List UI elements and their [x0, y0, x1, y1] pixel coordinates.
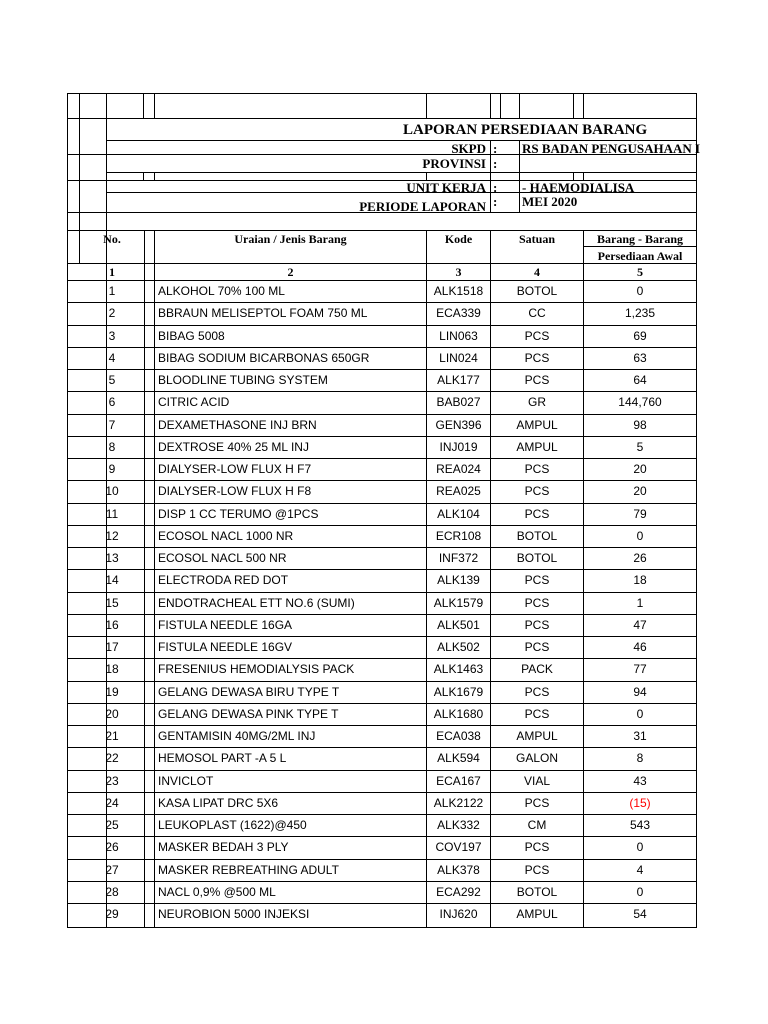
row-kode: INF372 [438, 551, 479, 565]
row-kode: ALK139 [437, 573, 480, 588]
row-no: 9 [108, 462, 116, 476]
row-item-name: GENTAMISIN 40MG/2ML INJ [158, 729, 316, 743]
row-satuan: PCS [524, 573, 550, 588]
row-no: 23 [105, 773, 119, 788]
row-item-name: NEUROBION 5000 INJEKSI [158, 907, 310, 921]
provinsi-colon: : [493, 156, 498, 171]
skpd-colon: : [493, 141, 498, 156]
col-header-uraian: Uraian / Jenis Barang [234, 232, 347, 246]
row-divider [67, 836, 697, 837]
row-no: 17 [105, 640, 119, 654]
row-satuan: AMPUL [516, 439, 558, 454]
skpd-value: RS BADAN PENGUSAHAAN I [522, 141, 701, 156]
skpd-label: SKPD [451, 141, 486, 156]
row-divider [67, 814, 697, 815]
row-kode: ALK1679 [433, 684, 484, 699]
row-persediaan-awal: (15) [629, 795, 651, 810]
row-satuan: GALON [515, 751, 558, 766]
row-no: 8 [108, 439, 116, 454]
row-satuan: PCS [524, 484, 550, 499]
row-kode: ALK378 [437, 862, 480, 877]
row-no: 29 [105, 907, 119, 921]
row-divider [67, 770, 697, 771]
row-kode: ECA038 [436, 729, 481, 743]
row-item-name: BIBAG SODIUM BICARBONAS 650GR [158, 350, 370, 365]
row-persediaan-awal: 47 [633, 617, 647, 632]
row-item-name: BIBAG 5008 [158, 328, 225, 343]
row-item-name: BLOODLINE TUBING SYSTEM [158, 373, 328, 387]
row-item-name: INVICLOT [158, 773, 214, 788]
row-persediaan-awal: 0 [636, 528, 644, 543]
row-satuan: PCS [524, 795, 550, 810]
row-no: 25 [105, 818, 119, 832]
col-number-5: 5 [637, 265, 643, 279]
row-persediaan-awal: 31 [633, 729, 647, 743]
row-persediaan-awal: 20 [633, 462, 647, 476]
periode-value: MEI 2020 [522, 194, 578, 209]
periode-colon: : [493, 194, 498, 209]
row-no: 22 [105, 751, 119, 766]
row-satuan: BOTOL [516, 528, 558, 543]
row-satuan: AMPUL [516, 417, 558, 432]
row-satuan: PCS [524, 862, 550, 877]
row-kode: ECA167 [436, 773, 481, 788]
row-kode: ALK177 [437, 373, 480, 387]
col-header-kode: Kode [444, 232, 473, 246]
row-kode: REA025 [436, 484, 481, 499]
row-item-name: KASA LIPAT DRC 5X6 [158, 795, 279, 810]
row-satuan: VIAL [523, 773, 550, 788]
row-kode: ALK104 [437, 506, 480, 521]
unit-kerja-label: UNIT KERJA [406, 180, 486, 195]
row-divider [67, 414, 697, 415]
row-satuan: AMPUL [516, 907, 558, 921]
periode-label: PERIODE LAPORAN [359, 199, 486, 214]
row-kode: INJ620 [439, 907, 478, 921]
row-kode: ALK502 [437, 640, 480, 654]
row-no: 3 [108, 328, 116, 343]
row-satuan: BOTOL [516, 284, 558, 298]
row-persediaan-awal: 43 [633, 773, 647, 788]
row-satuan: PCS [524, 350, 550, 365]
row-item-name: DIALYSER-LOW FLUX H F7 [158, 462, 312, 476]
row-kode: ALK1680 [433, 706, 484, 721]
row-item-name: HEMOSOL PART -A 5 L [158, 751, 287, 766]
row-satuan: PCS [524, 373, 550, 387]
col-header-barang: Barang - Barang [596, 232, 683, 246]
row-persediaan-awal: 94 [633, 684, 647, 699]
row-persediaan-awal: 0 [636, 840, 644, 855]
row-no: 14 [105, 573, 119, 588]
col-number-4: 4 [534, 265, 540, 279]
row-no: 16 [105, 617, 119, 632]
row-persediaan-awal: 46 [633, 640, 647, 654]
row-item-name: ALKOHOL 70% 100 ML [158, 284, 285, 298]
row-satuan: PCS [524, 684, 550, 699]
row-satuan: AMPUL [516, 729, 558, 743]
row-item-name: FISTULA NEEDLE 16GV [158, 640, 293, 654]
col-header-persediaan-awal: Persediaan Awal [597, 249, 683, 263]
row-item-name: ECOSOL NACL 500 NR [158, 551, 287, 565]
row-divider [67, 391, 697, 392]
row-satuan: PCS [524, 506, 550, 521]
row-kode: ALK1463 [433, 662, 484, 677]
row-no: 6 [108, 395, 116, 410]
row-no: 27 [105, 862, 119, 877]
row-persediaan-awal: 79 [633, 506, 647, 521]
row-divider [67, 369, 697, 370]
row-no: 13 [105, 551, 119, 565]
row-item-name: CITRIC ACID [158, 395, 230, 410]
row-persediaan-awal: 0 [636, 284, 644, 298]
row-persediaan-awal: 54 [633, 907, 647, 921]
row-item-name: ELECTRODA RED DOT [158, 573, 289, 588]
col-header-satuan: Satuan [518, 232, 556, 246]
row-persediaan-awal: 144,760 [618, 395, 662, 410]
col-header-no: No. [103, 232, 121, 246]
row-item-name: GELANG DEWASA BIRU TYPE T [158, 684, 340, 699]
row-kode: GEN396 [435, 417, 482, 432]
row-satuan: PCS [524, 840, 550, 855]
row-item-name: MASKER REBREATHING ADULT [158, 862, 339, 877]
row-divider [67, 480, 697, 481]
row-persediaan-awal: 63 [633, 350, 647, 365]
row-persediaan-awal: 18 [633, 573, 647, 588]
row-persediaan-awal: 0 [636, 884, 644, 899]
row-persediaan-awal: 1 [636, 595, 644, 610]
row-kode: LIN063 [439, 328, 478, 343]
row-satuan: BOTOL [516, 551, 558, 565]
row-persediaan-awal: 64 [633, 373, 647, 387]
row-kode: ECA339 [436, 306, 481, 321]
row-no: 28 [105, 884, 119, 899]
report-title: LAPORAN PERSEDIAAN BARANG [403, 122, 648, 138]
row-item-name: ECOSOL NACL 1000 NR [158, 528, 294, 543]
row-persediaan-awal: 4 [636, 862, 644, 877]
row-divider [67, 725, 697, 726]
row-divider [67, 347, 697, 348]
row-kode: ALK332 [437, 818, 480, 832]
row-persediaan-awal: 98 [633, 417, 647, 432]
row-divider [67, 525, 697, 526]
row-satuan: PCS [524, 462, 550, 476]
row-divider [67, 792, 697, 793]
row-divider [67, 703, 697, 704]
row-satuan: PCS [524, 328, 550, 343]
row-kode: BAB027 [436, 395, 481, 410]
row-divider [67, 302, 697, 303]
row-divider [67, 547, 697, 548]
row-persediaan-awal: 5 [636, 439, 644, 454]
row-divider [67, 614, 697, 615]
row-item-name: LEUKOPLAST (1622)@450 [158, 818, 307, 832]
row-satuan: CM [527, 818, 547, 832]
row-satuan: GR [528, 395, 546, 410]
row-kode: ALK2122 [433, 795, 484, 810]
row-item-name: FISTULA NEEDLE 16GA [158, 617, 293, 632]
row-kode: COV197 [435, 840, 482, 855]
row-kode: ALK594 [437, 751, 480, 766]
row-divider [67, 903, 697, 904]
row-kode: ECR108 [435, 528, 482, 543]
row-kode: ALK1579 [433, 595, 484, 610]
row-satuan: PCS [524, 595, 550, 610]
row-persediaan-awal: 8 [636, 751, 644, 766]
row-no: 26 [105, 840, 119, 855]
row-persediaan-awal: 69 [633, 328, 647, 343]
row-persediaan-awal: 0 [636, 706, 644, 721]
row-kode: ALK1518 [433, 284, 484, 298]
unit-kerja-colon: : [493, 180, 498, 195]
row-item-name: DISP 1 CC TERUMO @1PCS [158, 506, 319, 521]
row-no: 20 [105, 706, 119, 721]
row-no: 4 [108, 350, 116, 365]
row-item-name: MASKER BEDAH 3 PLY [158, 840, 289, 855]
col-number-3: 3 [455, 265, 462, 279]
row-item-name: DEXAMETHASONE INJ BRN [158, 417, 317, 432]
row-no: 1 [108, 284, 116, 298]
row-item-name: BBRAUN MELISEPTOL FOAM 750 ML [158, 306, 368, 321]
row-kode: REA024 [436, 462, 481, 476]
row-satuan: PCS [524, 706, 550, 721]
row-persediaan-awal: 1,235 [624, 306, 656, 321]
row-divider [67, 881, 697, 882]
row-no: 24 [105, 795, 119, 810]
row-no: 19 [105, 684, 119, 699]
row-divider [67, 658, 697, 659]
row-no: 11 [105, 506, 119, 521]
row-divider [67, 592, 697, 593]
row-no: 18 [105, 662, 119, 677]
row-satuan: PACK [521, 662, 553, 677]
col-number-1: 1 [109, 265, 115, 279]
row-satuan: CC [528, 306, 546, 321]
row-item-name: DIALYSER-LOW FLUX H F8 [158, 484, 312, 499]
row-no: 21 [105, 729, 119, 743]
row-kode: ECA292 [436, 884, 481, 899]
row-persediaan-awal: 543 [629, 818, 651, 832]
row-divider [67, 681, 697, 682]
row-kode: ALK501 [437, 617, 480, 632]
row-persediaan-awal: 26 [633, 551, 647, 565]
row-persediaan-awal: 20 [633, 484, 647, 499]
row-kode: LIN024 [439, 350, 478, 365]
row-divider [67, 503, 697, 504]
col-number-2: 2 [287, 265, 294, 279]
row-satuan: PCS [524, 617, 550, 632]
row-divider [67, 636, 697, 637]
row-no: 10 [105, 484, 119, 499]
row-item-name: GELANG DEWASA PINK TYPE T [158, 706, 339, 721]
row-divider [67, 747, 697, 748]
provinsi-label: PROVINSI [422, 156, 486, 171]
row-item-name: DEXTROSE 40% 25 ML INJ [158, 439, 309, 454]
row-divider [67, 436, 697, 437]
row-divider [67, 859, 697, 860]
row-no: 5 [108, 373, 116, 387]
row-item-name: ENDOTRACHEAL ETT NO.6 (SUMI) [158, 595, 355, 610]
row-no: 7 [108, 417, 116, 432]
row-kode: INJ019 [439, 439, 478, 454]
row-no: 12 [105, 528, 119, 543]
row-no: 2 [108, 306, 116, 321]
row-divider [67, 458, 697, 459]
row-item-name: NACL 0,9% @500 ML [158, 884, 276, 899]
row-item-name: FRESENIUS HEMODIALYSIS PACK [158, 662, 355, 677]
row-satuan: BOTOL [516, 884, 558, 899]
row-divider [67, 569, 697, 570]
row-satuan: PCS [524, 640, 550, 654]
row-divider [67, 325, 697, 326]
row-no: 15 [105, 595, 119, 610]
row-persediaan-awal: 77 [633, 662, 647, 677]
unit-kerja-value: - HAEMODIALISA [522, 180, 635, 195]
